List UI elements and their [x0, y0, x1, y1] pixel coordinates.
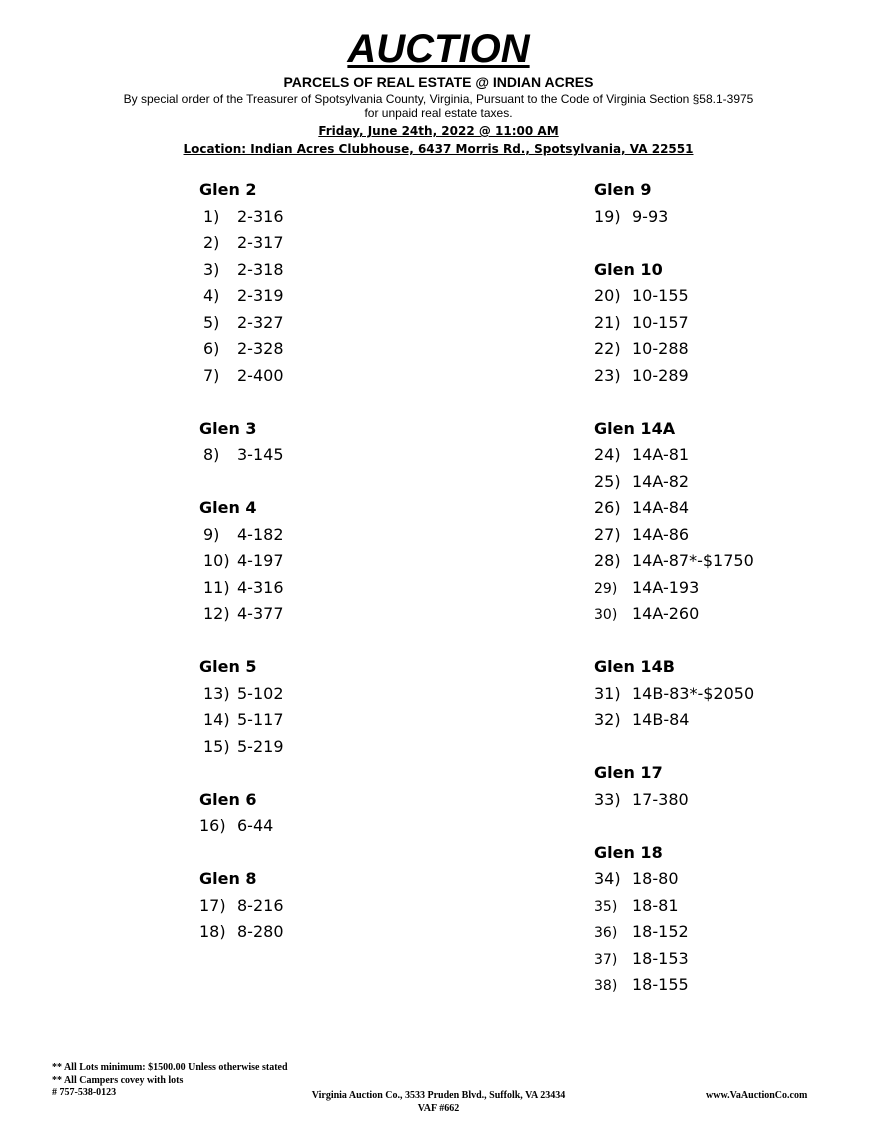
lot-number: 25) — [594, 471, 621, 491]
glen-group — [199, 787, 529, 840]
parcels-subtitle: PARCELS OF REAL ESTATE @ INDIAN ACRES — [283, 74, 594, 90]
glen-heading: Glen 17 — [594, 763, 663, 782]
lot-number: 33) — [594, 789, 621, 809]
parcel-row — [594, 204, 854, 231]
glen-group — [199, 416, 529, 469]
glen-group — [594, 840, 854, 999]
parcel-id: 2-318 — [237, 259, 284, 279]
parcel-id: 18-152 — [632, 922, 689, 941]
parcel-row — [199, 919, 529, 946]
footnote-campers: ** All Campers covey with lots — [52, 1074, 184, 1086]
glen-heading: Glen 14B — [594, 657, 675, 676]
parcel-row — [594, 787, 854, 814]
parcel-row — [594, 363, 854, 390]
lot-number: 5) — [203, 312, 220, 332]
parcel-row — [594, 946, 854, 973]
parcel-row — [594, 919, 854, 946]
lot-number: 30) — [594, 607, 618, 623]
glen-heading: Glen 14A — [594, 418, 676, 438]
glen-heading: Glen 9 — [594, 180, 652, 199]
lot-number: 38) — [594, 978, 618, 994]
lot-number: 32) — [594, 710, 621, 729]
lot-number: 18) — [199, 922, 226, 941]
group-spacer — [594, 389, 854, 416]
left-parcel-column — [199, 177, 529, 946]
parcel-row — [199, 363, 529, 390]
parcel-id: 14A-87*-$1750 — [632, 551, 754, 570]
parcel-id: 2-328 — [237, 339, 284, 358]
lot-number: 24) — [594, 445, 621, 464]
parcel-row — [594, 495, 854, 522]
parcel-row — [594, 681, 854, 708]
group-spacer — [199, 840, 529, 867]
lot-number: 7) — [203, 365, 220, 385]
parcel-id: 18-153 — [632, 948, 689, 968]
parcel-row — [199, 230, 529, 257]
lot-number: 36) — [594, 925, 618, 941]
lot-number: 37) — [594, 951, 618, 968]
parcel-id: 14A-82 — [632, 471, 690, 491]
lot-number: 2) — [203, 233, 220, 252]
parcel-row — [199, 442, 529, 469]
parcel-id: 10-155 — [632, 286, 689, 305]
parcel-id: 4-316 — [237, 577, 284, 597]
parcel-row — [199, 893, 529, 920]
glen-group — [594, 177, 854, 230]
lot-number: 1) — [203, 206, 220, 226]
footer-phone: # 757-538-0123 — [52, 1087, 117, 1098]
glen-heading: Glen 8 — [199, 869, 257, 888]
parcel-id: 2-327 — [237, 312, 284, 332]
parcel-id: 18-80 — [632, 869, 679, 888]
parcel-id: 8-216 — [237, 895, 284, 915]
parcel-id: 14A-81 — [632, 445, 690, 464]
footer-company: Virginia Auction Co., 3533 Pruden Blvd., Suffolk, VA 23434 — [311, 1090, 566, 1101]
lot-number: 11) — [203, 577, 230, 597]
glen-group — [594, 760, 854, 813]
parcel-id: 14A-86 — [632, 524, 690, 544]
parcel-row — [199, 734, 529, 761]
lot-number: 20) — [594, 286, 621, 305]
special-order-line-2: for unpaid real estate taxes. — [364, 106, 513, 120]
lot-number: 27) — [594, 524, 621, 544]
parcel-row — [594, 601, 854, 628]
parcel-id: 4-377 — [237, 604, 284, 623]
lot-number: 6) — [203, 339, 220, 358]
lot-number: 31) — [594, 683, 621, 703]
glen-heading: Glen 10 — [594, 259, 663, 279]
lot-number: 3) — [203, 259, 220, 279]
parcel-row — [594, 893, 854, 920]
lot-number: 10) — [203, 551, 230, 570]
group-spacer — [594, 628, 854, 655]
parcel-id: 14A-84 — [632, 498, 690, 517]
parcel-row — [199, 601, 529, 628]
parcel-id: 2-319 — [237, 286, 284, 305]
parcel-row — [199, 257, 529, 284]
group-spacer — [594, 813, 854, 840]
parcel-row — [594, 866, 854, 893]
auction-title: AUCTION — [347, 27, 530, 71]
parcel-row — [594, 548, 854, 575]
parcel-row — [199, 522, 529, 549]
parcel-id: 17-380 — [632, 789, 689, 809]
lot-number: 21) — [594, 312, 621, 332]
parcel-id: 2-317 — [237, 233, 284, 252]
parcel-id: 3-145 — [237, 445, 284, 464]
group-spacer — [594, 230, 854, 257]
parcel-row — [594, 336, 854, 363]
parcel-id: 5-117 — [237, 710, 284, 729]
group-spacer — [199, 628, 529, 655]
lot-number: 17) — [199, 895, 226, 915]
parcel-row — [199, 204, 529, 231]
parcel-id: 18-155 — [632, 975, 689, 994]
parcel-row — [594, 310, 854, 337]
glen-heading: Glen 6 — [199, 789, 257, 809]
parcel-row — [199, 681, 529, 708]
auction-location: Location: Indian Acres Clubhouse, 6437 Morris Rd., Spotsylvania, VA 22551 — [183, 142, 694, 156]
lot-number: 35) — [594, 898, 618, 915]
glen-heading: Glen 4 — [199, 498, 257, 517]
lot-number: 8) — [203, 445, 220, 464]
group-spacer — [199, 760, 529, 787]
lot-number: 15) — [203, 736, 230, 756]
parcel-id: 4-182 — [237, 524, 284, 544]
footnote-minimum: ** All Lots minimum: $1500.00 Unless otherwise stated — [52, 1062, 288, 1073]
footer-website: www.VaAuctionCo.com — [706, 1090, 808, 1101]
glen-heading: Glen 18 — [594, 842, 663, 862]
parcel-row — [594, 707, 854, 734]
parcel-id: 14B-84 — [632, 710, 690, 729]
parcel-id: 2-400 — [237, 365, 284, 385]
glen-group — [199, 177, 529, 389]
parcel-row — [594, 575, 854, 602]
glen-group — [199, 866, 529, 946]
lot-number: 28) — [594, 551, 621, 570]
glen-group — [594, 654, 854, 734]
lot-number: 16) — [199, 816, 226, 835]
parcel-id: 5-102 — [237, 683, 284, 703]
glen-group — [199, 654, 529, 760]
glen-heading: Glen 3 — [199, 418, 257, 438]
parcel-id: 9-93 — [632, 206, 669, 226]
glen-group — [594, 416, 854, 628]
parcel-id: 14B-83*-$2050 — [632, 683, 755, 703]
parcel-id: 10-288 — [632, 339, 689, 358]
footer-license: VAF #662 — [417, 1103, 460, 1114]
group-spacer — [594, 734, 854, 761]
parcel-row — [594, 442, 854, 469]
lot-number: 13) — [203, 683, 230, 703]
parcel-id: 14A-260 — [632, 604, 700, 623]
parcel-id: 5-219 — [237, 736, 284, 756]
parcel-id: 18-81 — [632, 895, 679, 915]
glen-group — [199, 495, 529, 628]
lot-number: 23) — [594, 365, 621, 385]
right-parcel-column — [594, 177, 854, 999]
parcel-id: 6-44 — [237, 816, 274, 835]
lot-number: 9) — [203, 524, 220, 544]
lot-number: 26) — [594, 498, 621, 517]
parcel-row — [199, 310, 529, 337]
group-spacer — [199, 469, 529, 496]
glen-heading: Glen 5 — [199, 657, 257, 676]
parcel-row — [199, 336, 529, 363]
parcel-id: 8-280 — [237, 922, 284, 941]
parcel-row — [199, 707, 529, 734]
parcel-row — [199, 548, 529, 575]
lot-number: 22) — [594, 339, 621, 358]
special-order-text — [0, 92, 877, 120]
lot-number: 19) — [594, 206, 621, 226]
group-spacer — [199, 389, 529, 416]
lot-number: 14) — [203, 710, 230, 729]
parcel-row — [594, 522, 854, 549]
parcel-row — [199, 813, 529, 840]
glen-group — [594, 257, 854, 390]
lot-number: 34) — [594, 869, 621, 888]
auction-date: Friday, June 24th, 2022 @ 11:00 AM — [318, 124, 559, 138]
lot-number: 4) — [203, 286, 220, 305]
parcel-id: 10-289 — [632, 365, 689, 385]
parcel-id: 10-157 — [632, 312, 689, 332]
parcel-id: 2-316 — [237, 206, 284, 226]
parcel-row — [594, 283, 854, 310]
parcel-row — [199, 283, 529, 310]
parcel-row — [199, 575, 529, 602]
special-order-line-1: By special order of the Treasurer of Spotsylvania County, Virginia, Pursuant to the Code of Virginia Section §58.1-3975 — [123, 92, 754, 106]
parcel-id: 14A-193 — [632, 577, 700, 597]
glen-heading: Glen 2 — [199, 180, 257, 199]
lot-number: 12) — [203, 604, 230, 623]
parcel-id: 4-197 — [237, 551, 284, 570]
lot-number: 29) — [594, 580, 618, 597]
parcel-row — [594, 469, 854, 496]
parcel-row — [594, 972, 854, 999]
